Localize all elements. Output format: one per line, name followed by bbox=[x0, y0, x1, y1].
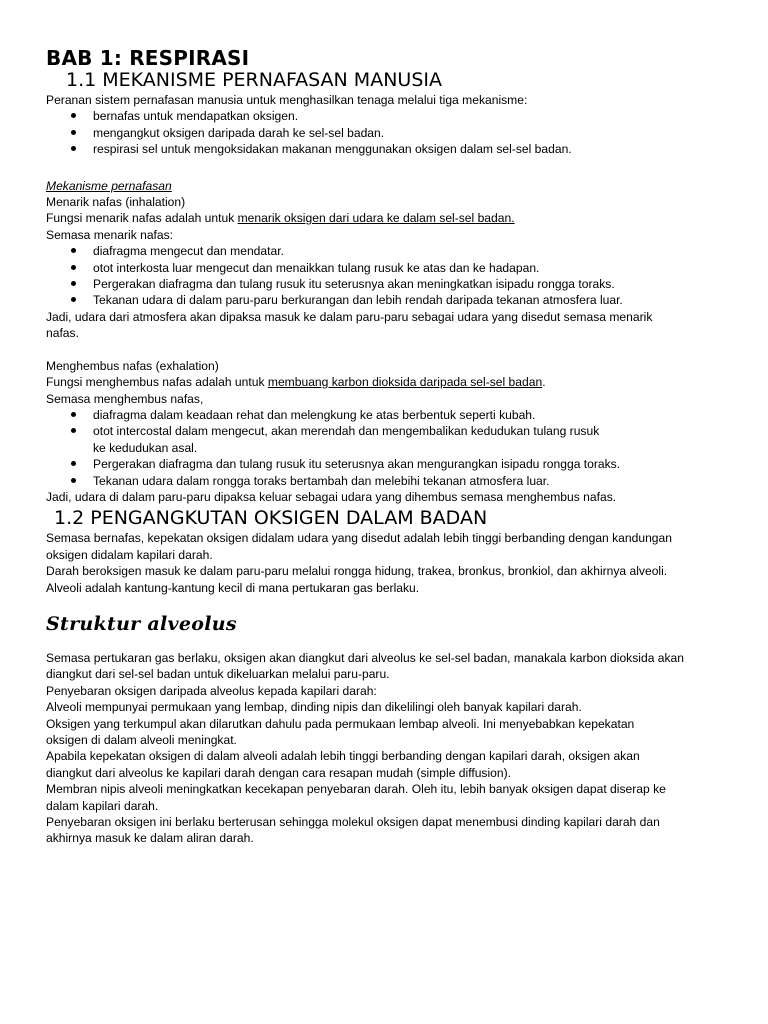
structure-line: dalam kapilari darah. bbox=[46, 798, 159, 813]
list-item: Tekanan udara dalam rongga toraks bertambah dan melebihi tekanan atmosfera luar. bbox=[46, 473, 736, 489]
inhale-function-prefix: Fungsi menarik nafas adalah untuk bbox=[46, 211, 238, 226]
inhale-during: Semasa menarik nafas: bbox=[46, 227, 174, 242]
intro-bullet-list bbox=[46, 108, 736, 157]
structure-line: Apabila kepekatan oksigen di dalam alveoli adalah lebih tinggi berbanding dengan kapilari darah, oksigen akan bbox=[46, 749, 640, 764]
structure-line: diangkut dari sel-sel badan untuk dikeluarkan melalui paru-paru. bbox=[46, 667, 390, 682]
section2-line: Darah beroksigen masuk ke dalam paru-paru melalui rongga hidung, trakea, bronkus, bronkiol, dan akhirnya alveoli. bbox=[46, 564, 668, 579]
exhale-bullet-list bbox=[46, 407, 736, 489]
exhale-during: Semasa menghembus nafas, bbox=[46, 391, 204, 406]
structure-line: Alveoli mempunyai permukaan yang lembap, dinding nipis dan dikelilingi oleh banyak kapilari darah. bbox=[46, 700, 582, 715]
structure-line: diangkut dari alveolus ke kapilari darah dengan cara resapan mudah (simple diffusion). bbox=[46, 765, 511, 780]
list-item-line: ke kedudukan asal. bbox=[93, 440, 198, 455]
structure-line: akhirnya masuk ke dalam aliran darah. bbox=[46, 831, 254, 846]
section-1-1-title: 1.1 MEKANISME PERNAFASAN MANUSIA bbox=[66, 69, 442, 91]
list-item: diafragma mengecut dan mendatar. bbox=[46, 243, 736, 259]
structure-line: Semasa pertukaran gas berlaku, oksigen akan diangkut dari alveolus ke sel-sel badan, manakala karbon dioksida akan bbox=[46, 650, 684, 665]
list-item-line: otot intercostal dalam mengecut, akan merendah dan mengembalikan kedudukan tulang rusuk bbox=[93, 424, 600, 439]
structure-title: Struktur alveolus bbox=[46, 612, 237, 635]
exhale-conclusion: Jadi, udara di dalam paru-paru dipaksa keluar sebagai udara yang dihembus semasa menghembus nafas. bbox=[46, 489, 617, 504]
inhale-conclusion-line1: Jadi, udara dari atmosfera akan dipaksa masuk ke dalam paru-paru sebagai udara yang disedut semasa menarik bbox=[46, 309, 653, 324]
inhale-function bbox=[46, 210, 736, 226]
intro-text: Peranan sistem pernafasan manusia untuk menghasilkan tenaga melalui tiga mekanisme: bbox=[46, 93, 528, 107]
inhale-conclusion-line2: nafas. bbox=[46, 326, 79, 341]
structure-line: Penyebaran oksigen ini berlaku berterusan sehingga molekul oksigen dapat menembusi dinding kapilari darah dan bbox=[46, 815, 660, 830]
mechanism-heading: Mekanisme pernafasan bbox=[46, 178, 172, 193]
list-item: diafragma dalam keadaan rehat dan melengkung ke atas berbentuk seperti kubah. bbox=[46, 407, 736, 423]
list-item: otot interkosta luar mengecut dan menaikkan tulang rusuk ke atas dan ke hadapan. bbox=[46, 260, 736, 276]
section2-line: oksigen didalam kapilari darah. bbox=[46, 547, 213, 562]
inhale-function-underlined: menarik oksigen dari udara ke dalam sel-sel badan. bbox=[237, 211, 515, 226]
list-item bbox=[46, 423, 736, 456]
section-1-2-title: 1.2 PENGANGKUTAN OKSIGEN DALAM BADAN bbox=[54, 507, 488, 530]
list-item: Pergerakan diafragma dan tulang rusuk itu seterusnya akan meningkatkan isipadu rongga toraks. bbox=[46, 276, 736, 292]
structure-line: oksigen di dalam alveoli meningkat. bbox=[46, 733, 237, 747]
exhale-function bbox=[46, 374, 736, 390]
inhale-heading: Menarik nafas (inhalation) bbox=[46, 195, 186, 210]
exhale-function-underlined: membuang karbon dioksida daripada sel-sel badan bbox=[267, 375, 543, 390]
exhale-function-prefix: Fungsi menghembus nafas adalah untuk bbox=[46, 375, 268, 390]
structure-line: Penyebaran oksigen daripada alveolus kepada kapilari darah: bbox=[46, 683, 377, 698]
document-page bbox=[46, 46, 736, 847]
chapter-title: BAB 1: RESPIRASI bbox=[46, 46, 250, 70]
exhale-function-suffix: . bbox=[542, 375, 546, 390]
list-item: respirasi sel untuk mengoksidakan makanan menggunakan oksigen dalam sel-sel badan. bbox=[46, 141, 736, 157]
section2-line: Alveoli adalah kantung-kantung kecil di mana pertukaran gas berlaku. bbox=[46, 580, 420, 595]
list-item: bernafas untuk mendapatkan oksigen. bbox=[46, 108, 736, 124]
exhale-heading: Menghembus nafas (exhalation) bbox=[46, 358, 219, 373]
inhale-bullet-list bbox=[46, 243, 736, 309]
structure-line: Oksigen yang terkumpul akan dilarutkan dahulu pada permukaan lembap alveoli. Ini menyebabkan kepekatan bbox=[46, 716, 635, 731]
list-item: Pergerakan diafragma dan tulang rusuk itu seterusnya akan mengurangkan isipadu rongga toraks. bbox=[46, 456, 736, 472]
structure-line: Membran nipis alveoli meningkatkan kecekapan penyebaran darah. Oleh itu, lebih banyak oksigen dapat diserap ke bbox=[46, 782, 666, 797]
list-item: Tekanan udara di dalam paru-paru berkurangan dan lebih rendah daripada tekanan atmosfera luar. bbox=[46, 292, 736, 308]
section2-line: Semasa bernafas, kepekatan oksigen didalam udara yang disedut adalah lebih tinggi berbanding dengan kandungan bbox=[46, 531, 672, 546]
list-item: mengangkut oksigen daripada darah ke sel-sel badan. bbox=[46, 125, 736, 141]
